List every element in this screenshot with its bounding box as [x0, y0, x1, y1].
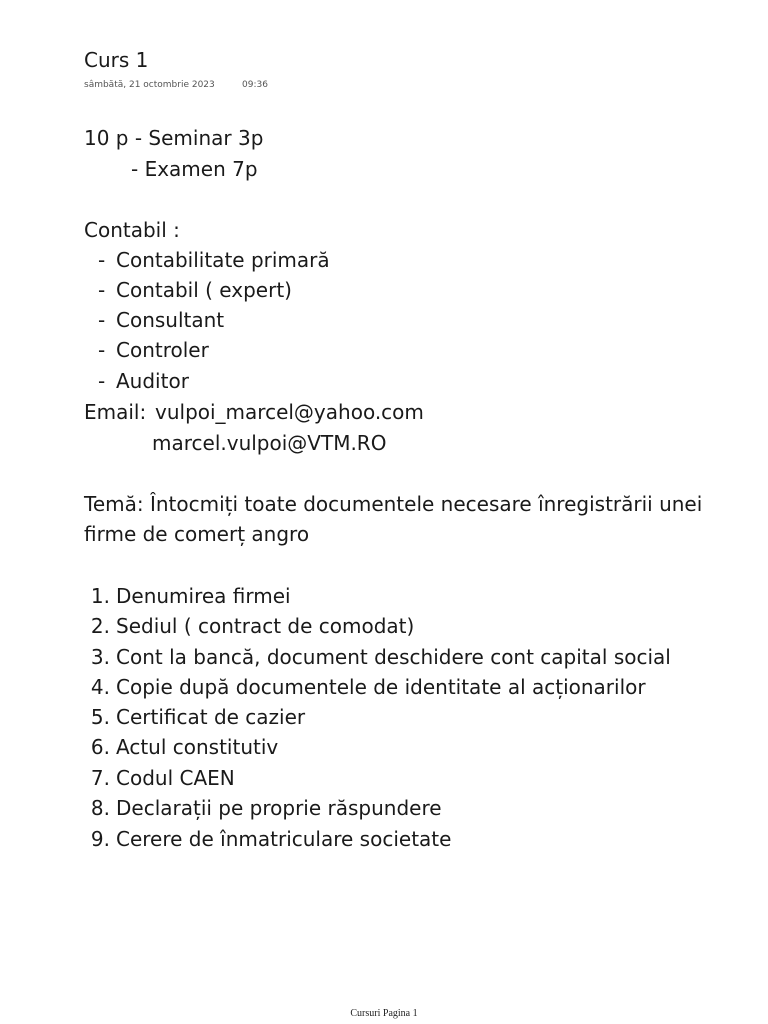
- list-item: Codul CAEN: [116, 766, 235, 790]
- list-item: Denumirea firmei: [116, 584, 291, 608]
- list-item: Copie după documentele de identitate al acționarilor: [116, 675, 646, 699]
- list-item: Cont la bancă, document deschidere cont capital social: [116, 645, 671, 669]
- grading-line-1: 10 p - Seminar 3p: [84, 126, 264, 150]
- list-bullet: -: [98, 248, 106, 272]
- list-bullet: -: [98, 308, 106, 332]
- assignment-line-2: firme de comerț angro: [84, 522, 310, 546]
- list-number: 5.: [90, 705, 110, 729]
- page-timestamp: [84, 79, 268, 91]
- list-item: Declarații pe proprie răspundere: [116, 796, 442, 820]
- list-item: Certificat de cazier: [116, 705, 306, 729]
- list-bullet: -: [98, 278, 106, 302]
- list-item: Sediul ( contract de comodat): [116, 614, 415, 638]
- list-item: Controler: [116, 338, 209, 362]
- list-item: Contabil ( expert): [116, 278, 292, 302]
- email-label: Email:: [84, 400, 147, 424]
- list-number: 2.: [90, 614, 110, 638]
- email-secondary: marcel.vulpoi@VTM.RO: [152, 431, 387, 455]
- email-primary: vulpoi_marcel@yahoo.com: [155, 400, 424, 424]
- list-number: 4.: [90, 675, 110, 699]
- page-title: Curs 1: [84, 48, 149, 72]
- list-item: Actul constitutiv: [116, 735, 279, 759]
- list-number: 8.: [90, 796, 110, 820]
- list-number: 3.: [90, 645, 110, 669]
- list-bullet: -: [98, 369, 106, 393]
- roles-heading: Contabil :: [84, 218, 180, 242]
- list-number: 9.: [90, 827, 110, 851]
- page-footer: Cursuri Pagina 1: [350, 1008, 418, 1019]
- list-item: Contabilitate primară: [116, 248, 330, 272]
- list-item: Consultant: [116, 308, 225, 332]
- list-number: 1.: [90, 584, 110, 608]
- list-number: 6.: [90, 735, 110, 759]
- list-item: Cerere de înmatriculare societate: [116, 827, 452, 851]
- page-date: sâmbătă, 21 octombrie 2023: [84, 80, 215, 90]
- list-number: 7.: [90, 766, 110, 790]
- page-time: 09:36: [242, 80, 268, 90]
- list-item: Auditor: [116, 369, 189, 393]
- list-bullet: -: [98, 338, 106, 362]
- assignment-line-1: Temă: Întocmiți toate documentele necesare înregistrării unei: [84, 492, 703, 516]
- grading-line-2: - Examen 7p: [131, 157, 258, 181]
